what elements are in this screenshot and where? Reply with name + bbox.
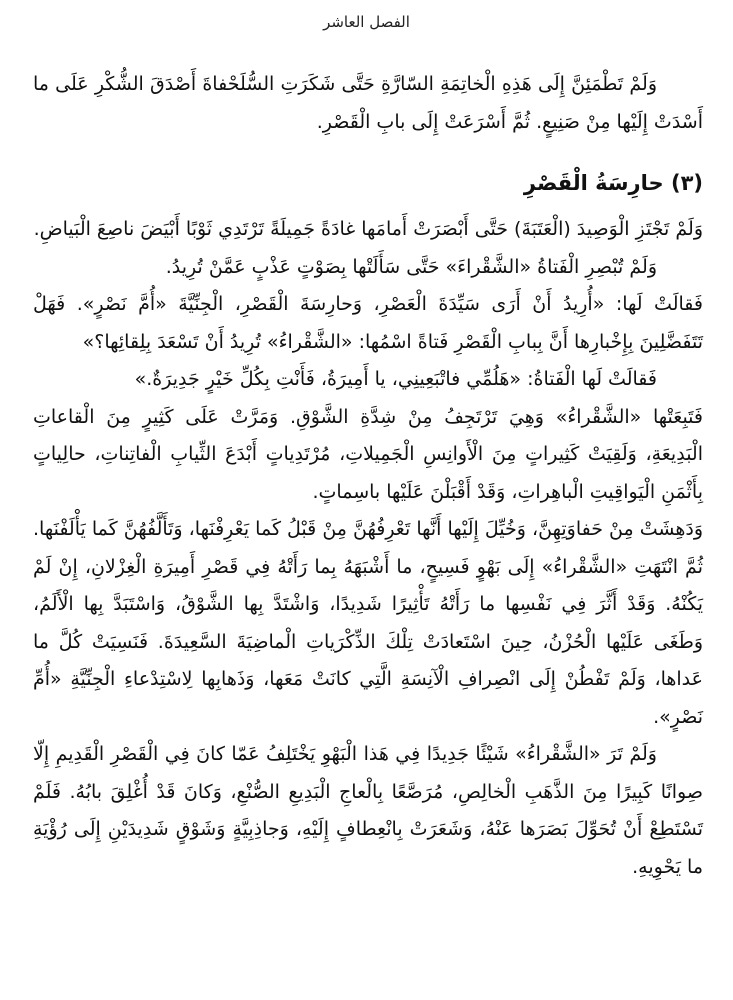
paragraph-6: فَتَبِعَتْها «الشَّقْراءُ» وَهِيَ تَرْتَجِفُ مِنْ شِدَّةِ الشَّوْقِ. وَمَرَّتْ عَلَى كَثِيرٍ مِنَ الْقاعاتِ الْبَدِيعَةِ، وَلَقِيَتْ كَثِيراتٍ مِنَ الْأَوانِسِ الْجَمِيلاتِ، مُرْتَدِياتٍ أَبْدَعَ الثِّيابِ الْفاتِناتِ، حالِياتٍ بِأَثْمَنِ الْيَواقِيتِ الْباهِراتِ، وَقَدْ أَقْبَلْنَ عَلَيْها باسِماتٍ. [33, 405, 703, 503]
running-header: الفصل العاشر [323, 13, 410, 31]
page-body [33, 66, 703, 886]
paragraph-7: وَدَهِشَتْ مِنْ حَفاوَتِهِنَّ، وَخُيِّلَ إِلَيْها أَنَّها تَعْرِفُهُنَّ مِنْ قَبْلُ كَما يَعْرِفْنَها، وَتَأَلَّفُهُنَّ كَما يَأْلَفْنَها. ثُمَّ انْتَهَتِ «الشَّقْراءُ» إِلَى بَهْوٍ فَسِيحٍ، ما أَشْبَهَهُ بِما رَأَتْهُ فِي قَصْرِ أَمِيرَةِ الْغِزْلانِ، إِنْ لَمْ يَكُنْهُ. وَقَدْ أَثَّرَ فِي نَفْسِها ما رَأَتْهُ تَأْثِيرًا شَدِيدًا، وَاشْتَدَّ بِها الشَّوْقُ، وَاسْتَبَدَّ بِها الْأَلَمُ، وَطَغَى عَلَيْها الْحُزْنُ، حِينَ اسْتَعادَتْ تِلْكَ الذِّكْرَياتِ الْماضِيَةَ السَّعِيدَةَ. فَنَسِيَتْ كُلَّ ما عَداها، وَلَمْ تَفْطُنْ إِلَى انْصِرافِ الْآنِسَةِ الَّتِي كانَتْ مَعَها، وَذَهابِها لِاسْتِدْعاءِ الْجِنِّيَّةِ «أُمِّ نَصْرٍ». [33, 518, 703, 728]
paragraph-3: وَلَمْ تُبْصِرِ الْفَتاةُ «الشَّقْراءَ» حَتَّى سَأَلَتْها بِصَوْتٍ عَذْبٍ عَمَّنْ تُرِيدُ. [165, 255, 657, 278]
paragraph-5: فَقالَتْ لَها الْفَتاةُ: «هَلُمِّي فاتْبَعِينِي، يا أَمِيرَةُ، فَأَنْتِ بِكُلِّ خَيْرٍ جَدِيرَةٌ.» [134, 368, 657, 390]
paragraph-4: فَقالَتْ لَها: «أُرِيدُ أَنْ أَرَى سَيِّدَةَ الْعَصْرِ، وَحارِسَةَ الْقَصْرِ، الْجِنِّيَّةَ «أُمَّ نَصْرٍ». فَهَلْ تَتَفَضَّلِينَ بِإِخْبارِها أَنَّ بِبابِ الْقَصْرِ فَتاةً اسْمُها: «الشَّقْراءُ» تُرِيدُ أَنْ تَسْعَدَ بِلِقائِها؟» [33, 293, 703, 353]
paragraph-2: وَلَمْ تَجْتَزِ الْوَصِيدَ (الْعَتَبَةَ) حَتَّى أَبْصَرَتْ أَمامَها غادَةً جَمِيلَةً تَرْتَدِي ثَوْبًا أَبْيَضَ ناصِعَ الْبَياضِ. [33, 218, 703, 240]
section-title: (٣) حارِسَةُ الْقَصْرِ [523, 171, 703, 195]
paragraph-1: وَلَمْ تَطْمَئِنَّ إِلَى هَذِهِ الْخاتِمَةِ السّارَّةِ حَتَّى شَكَرَتِ السُّلَحْفاةَ أَصْدَقَ الشُّكْرِ عَلَى ما أَسْدَتْ إِلَيْها مِنْ صَنِيعٍ. ثُمَّ أَسْرَعَتْ إِلَى بابِ الْقَصْرِ. [33, 73, 703, 133]
paragraph-8: وَلَمْ تَرَ «الشَّقْراءُ» شَيْئًا جَدِيدًا فِي هَذا الْبَهْوِ يَخْتَلِفُ عَمّا كانَ فِي الْقَصْرِ الْقَدِيمِ إِلّا صِوانًا كَبِيرًا مِنَ الذَّهَبِ الْخالِصِ، مُرَصَّعًا بِالْعاجِ الْبَدِيعِ الصُّنْعِ، وَكانَ قَدْ أُغْلِقَ بابُهُ. فَلَمْ تَسْتَطِعْ أَنْ تُحَوِّلَ بَصَرَها عَنْهُ، وَشَعَرَتْ بِانْعِطافٍ إِلَيْهِ، وَجاذِبِيَّةٍ وَشَوْقٍ شَدِيدَيْنِ إِلَى رُؤْيَةِ ما يَحْوِيهِ. [33, 743, 703, 878]
